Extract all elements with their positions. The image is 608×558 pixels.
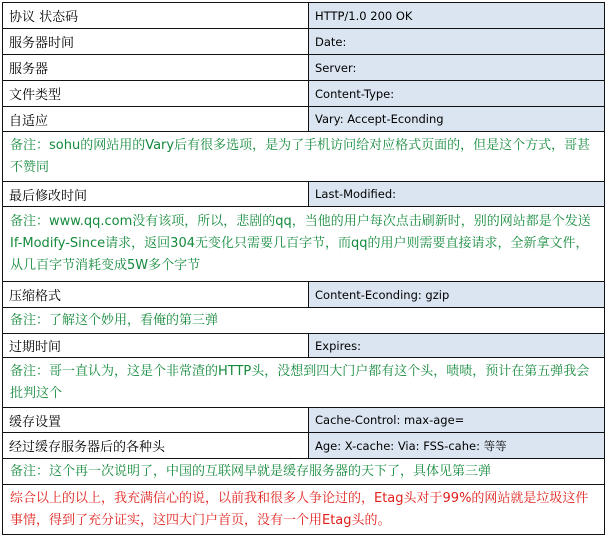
- note-row: [3, 207, 605, 282]
- http-header-table: [2, 2, 605, 535]
- header-value: Expires:: [309, 334, 605, 357]
- header-value: Age: X-cache: Via: FSS-cahe: 等等: [309, 433, 605, 458]
- table-row: [3, 55, 605, 81]
- header-key: 缓存设置: [3, 408, 309, 432]
- note-row: [3, 485, 605, 535]
- table-row: [3, 282, 605, 308]
- table-row: [3, 334, 605, 358]
- table-row: [3, 433, 605, 459]
- table-row: [3, 182, 605, 207]
- note-text: 备注：这个再一次说明了，中国的互联网早就是缓存服务器的天下了，具体见第三弹: [3, 459, 605, 484]
- note-row: [3, 459, 605, 485]
- header-value: Server:: [309, 55, 605, 80]
- header-key: 最后修改时间: [3, 182, 309, 206]
- header-value: Content-Econding: gzip: [309, 282, 605, 307]
- header-key: 自适应: [3, 107, 309, 131]
- note-text: 备注：www.qq.com没有该项，所以，悲剧的qq，当他的用户每次点击刷新时，别的网站都是个发送If-Modify-Since请求，返回304无变化只需要几百字节，而qq的用户则需要直接请求，全新拿文件，从几百字节消耗变成5W多个字节: [3, 207, 605, 281]
- header-value: Date:: [309, 29, 605, 54]
- header-key: 经过缓存服务器后的各种头: [3, 433, 309, 458]
- note-text: 备注：sohu的网站用的Vary后有很多选项，是为了手机访问给对应格式页面的，但是这个方式，哥甚不赞同: [3, 132, 605, 181]
- note-row: [3, 308, 605, 334]
- table-row: [3, 3, 605, 29]
- header-value: HTTP/1.0 200 OK: [309, 3, 605, 28]
- table-row: [3, 29, 605, 55]
- note-text: 备注：了解这个妙用，看俺的第三弹: [3, 308, 605, 333]
- header-key: 服务器: [3, 55, 309, 80]
- conclusion-text: 综合以上的以上，我充满信心的说，以前我和很多人争论过的，Etag头对于99%的网站就是垃圾这件事情，得到了充分证实，这四大门户首页，没有一个用Etag头的。: [3, 485, 605, 534]
- header-key: 过期时间: [3, 334, 309, 357]
- table-row: [3, 81, 605, 107]
- note-row: [3, 132, 605, 182]
- header-key: 服务器时间: [3, 29, 309, 54]
- header-key: 文件类型: [3, 81, 309, 106]
- header-value: Last-Modified:: [309, 182, 605, 206]
- note-row: [3, 358, 605, 408]
- header-value: Vary: Accept-Econding: [309, 107, 605, 131]
- note-text: 备注：哥一直认为，这是个非常渣的HTTP头，没想到四大门户都有这个头，啧啧，预计在第五弹我会批判这个: [3, 358, 605, 407]
- table-row: [3, 107, 605, 132]
- header-value: Cache-Control: max-age=: [309, 408, 605, 432]
- header-key: 压缩格式: [3, 282, 309, 307]
- table-row: [3, 408, 605, 433]
- header-key: 协议 状态码: [3, 3, 309, 28]
- header-value: Content-Type:: [309, 81, 605, 106]
